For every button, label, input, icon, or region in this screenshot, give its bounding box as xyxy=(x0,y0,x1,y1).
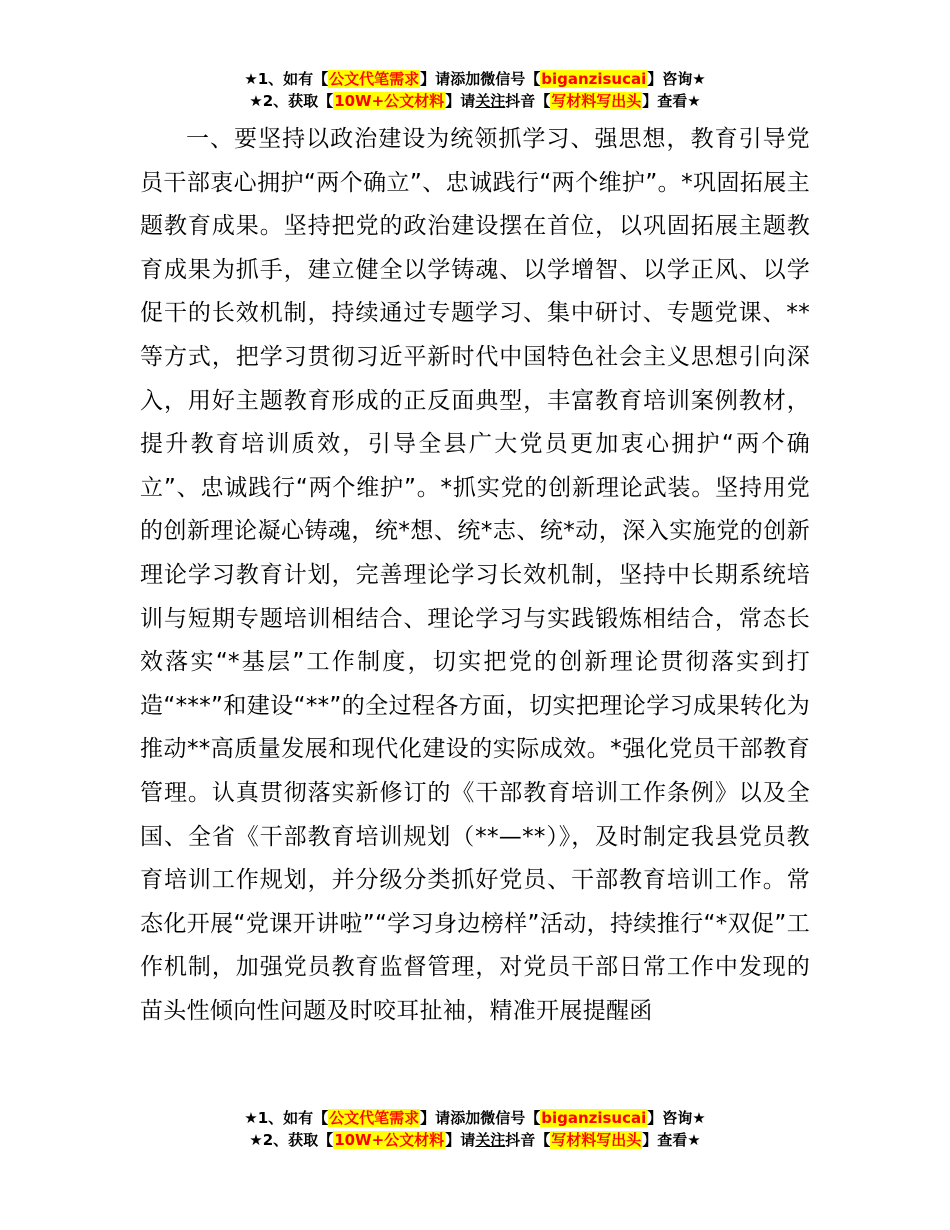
notice-text: 】请 xyxy=(420,1109,451,1127)
notice-text: 抖音【 xyxy=(505,92,551,110)
highlight-douyin: 写材料写出头 xyxy=(551,92,642,110)
notice-emphasis: 添加 xyxy=(450,70,481,88)
notice-text: ★2、获取【 xyxy=(249,92,334,110)
notice-text: ★1、如有【 xyxy=(244,70,329,88)
notice-emphasis: 添加 xyxy=(450,1109,481,1127)
highlight-materials: 10W+公文材料 xyxy=(334,1131,445,1149)
highlight-douyin: 写材料写出头 xyxy=(551,1131,642,1149)
highlight-ghostwriting: 公文代笔需求 xyxy=(329,1109,420,1127)
highlight-ghostwriting: 公文代笔需求 xyxy=(329,70,420,88)
notice-text: 】查看★ xyxy=(642,92,701,110)
notice-text: 】请 xyxy=(445,92,476,110)
header-notice xyxy=(0,68,950,112)
notice-text: 】查看★ xyxy=(642,1131,701,1149)
notice-line-2 xyxy=(0,90,950,112)
highlight-wechat-id: biganzisucai xyxy=(541,70,647,88)
notice-text: 】咨询★ xyxy=(647,70,706,88)
notice-underlined: 关注 xyxy=(475,92,506,110)
notice-text: 】咨询★ xyxy=(647,1109,706,1127)
highlight-wechat-id: biganzisucai xyxy=(541,1109,647,1127)
notice-text: 】请 xyxy=(420,70,451,88)
notice-text: ★2、获取【 xyxy=(249,1131,334,1149)
notice-line-2 xyxy=(0,1129,950,1151)
notice-text: 抖音【 xyxy=(505,1131,551,1149)
notice-text: 】请 xyxy=(445,1131,476,1149)
notice-line-1 xyxy=(0,1107,950,1129)
notice-line-1 xyxy=(0,68,950,90)
highlight-materials: 10W+公文材料 xyxy=(334,92,445,110)
body-paragraph: 一、要坚持以政治建设为统领抓学习、强思想，教育引导党员干部衷心拥护“两个确立”、忠诚践行“两个维护”。*巩固拓展主题教育成果。坚持把党的政治建设摆在首位，以巩固拓展主题教育成果为抓手，建立健全以学铸魂、以学增智、以学正风、以学促干的长效机制，持续通过专题学习、集中研讨、专题党课、**等方式，把学习贯彻习近平新时代中国特色社会主义思想引向深入，用好主题教育形成的正反面典型，丰富教育培训案例教材，提升教育培训质效，引导全县广大党员更加衷心拥护“两个确立”、忠诚践行“两个维护”。*抓实党的创新理论武装。坚持用党的创新理论凝心铸魂，统*想、统*志、统*动，深入实施党的创新理论学习教育计划，完善理论学习长效机制，坚持中长期系统培训与短期专题培训相结合、理论学习与实践锻炼相结合，常态长效落实“*基层”工作制度，切实把党的创新理论贯彻落实到打造“***”和建设“**”的全过程各方面，切实把理论学习成果转化为推动**高质量发展和现代化建设的实际成效。*强化党员干部教育管理。认真贯彻落实新修订的《干部教育培训工作条例》以及全国、全省《干部教育培训规划（**—**）》，及时制定我县党员教育培训工作规划，并分级分类抓好党员、干部教育培训工作。常态化开展“党课开讲啦”“学习身边榜样”活动，持续推行“*双促”工作机制，加强党员教育监督管理，对党员干部日常工作中发现的苗头性倾向性问题及时咬耳扯袖，精准开展提醒函 xyxy=(140,126,810,1024)
notice-text: ★1、如有【 xyxy=(244,1109,329,1127)
notice-text: 微信号【 xyxy=(480,70,541,88)
footer-notice xyxy=(0,1107,950,1151)
notice-text: 微信号【 xyxy=(480,1109,541,1127)
notice-underlined: 关注 xyxy=(475,1131,506,1149)
